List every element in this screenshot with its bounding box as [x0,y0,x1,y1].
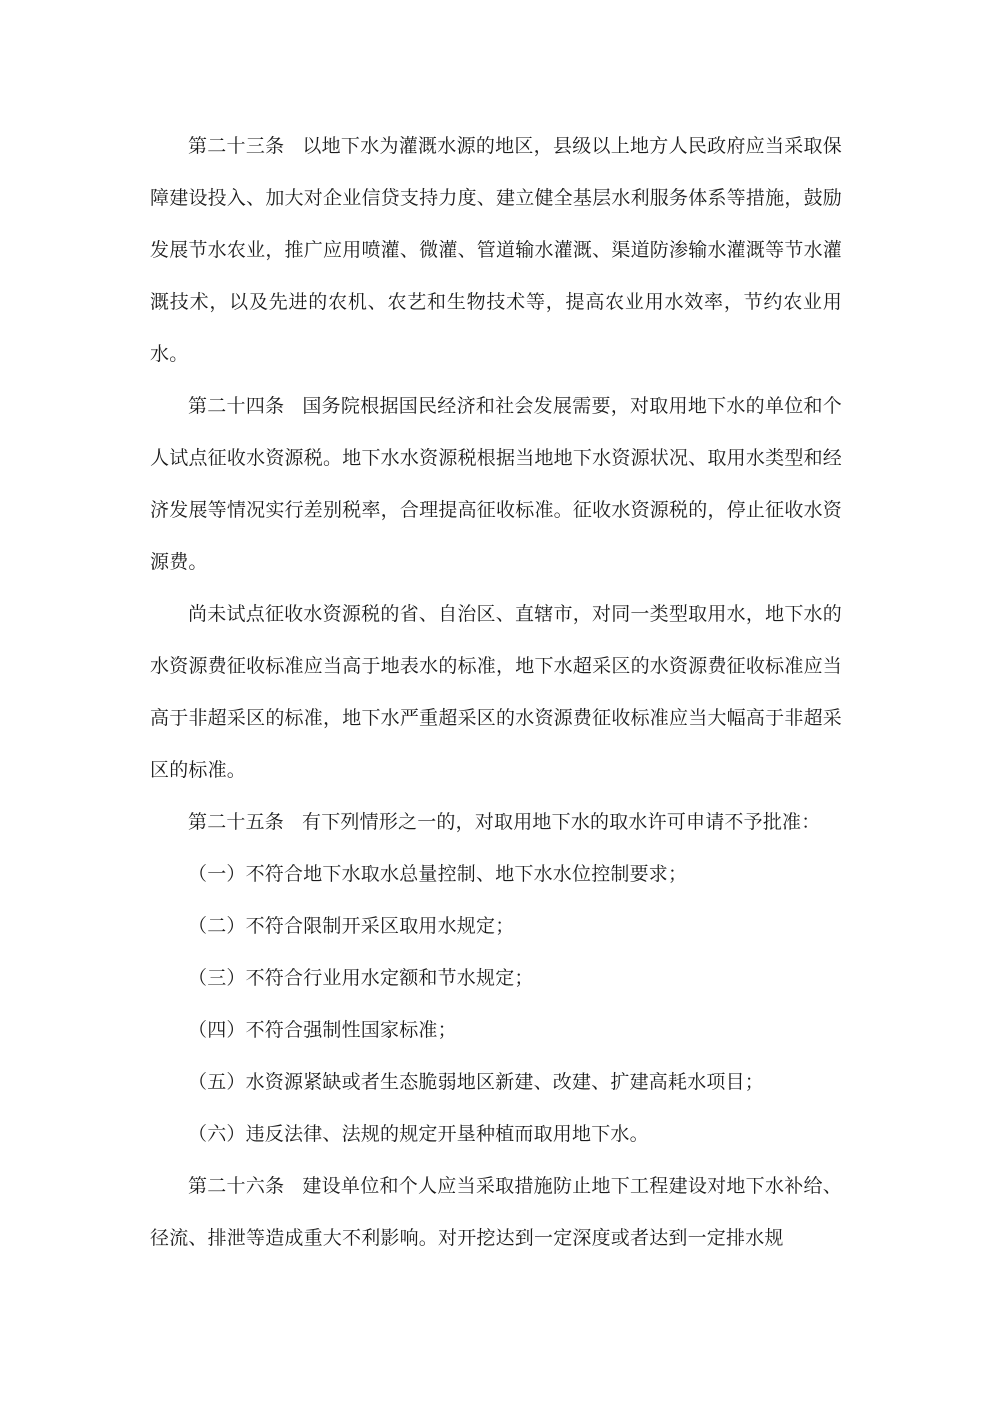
article-number: 第二十三条 [188,135,285,157]
list-item: （二）不符合限制开采区取用水规定； [188,915,515,937]
list-item: （三）不符合行业用水定额和节水规定； [188,967,534,989]
article-text: 建设单位和个人应当采取措施防止地下工程建设对地下水补给、径流、排泄等造成重大不利影响。对开挖达到一定深度或者达到一定排水规 [150,1175,842,1249]
article-text: 有下列情形之一的，对取用地下水的取水许可申请不予批准： [302,811,821,833]
article-number: 第二十五条 [188,811,285,833]
article-24 [150,380,842,588]
article-25 [150,796,842,848]
article-23 [150,120,842,380]
document-page [150,120,842,1264]
article-text: 以地下水为灌溉水源的地区，县级以上地方人民政府应当采取保障建设投入、加大对企业信贷支持力度、建立健全基层水利服务体系等措施，鼓励发展节水农业，推广应用喷灌、微灌、管道输水灌溉、渠道防渗输水灌溉等节水灌溉技术，以及先进的农机、农艺和生物技术等，提高农业用水效率，节约农业用水。 [150,135,842,365]
article-26 [150,1160,842,1264]
article-number: 第二十六条 [188,1175,285,1197]
article-text: 国务院根据国民经济和社会发展需要，对取用地下水的单位和个人试点征收水资源税。地下水水资源税根据当地地下水资源状况、取用水类型和经济发展等情况实行差别税率，合理提高征收标准。征收水资源税的，停止征收水资源费。 [150,395,842,573]
list-item: （五）水资源紧缺或者生态脆弱地区新建、改建、扩建高耗水项目； [188,1071,765,1093]
article-24-paragraph-2: 尚未试点征收水资源税的省、自治区、直辖市，对同一类型取用水，地下水的水资源费征收标准应当高于地表水的标准，地下水超采区的水资源费征收标准应当高于非超采区的标准，地下水严重超采区的水资源费征收标准应当大幅高于非超采区的标准。 [150,603,842,781]
list-item: （四）不符合强制性国家标准； [188,1019,457,1041]
list-item: （一）不符合地下水取水总量控制、地下水水位控制要求； [188,863,688,885]
list-item: （六）违反法律、法规的规定开垦种植而取用地下水。 [188,1123,649,1145]
article-number: 第二十四条 [188,395,285,417]
